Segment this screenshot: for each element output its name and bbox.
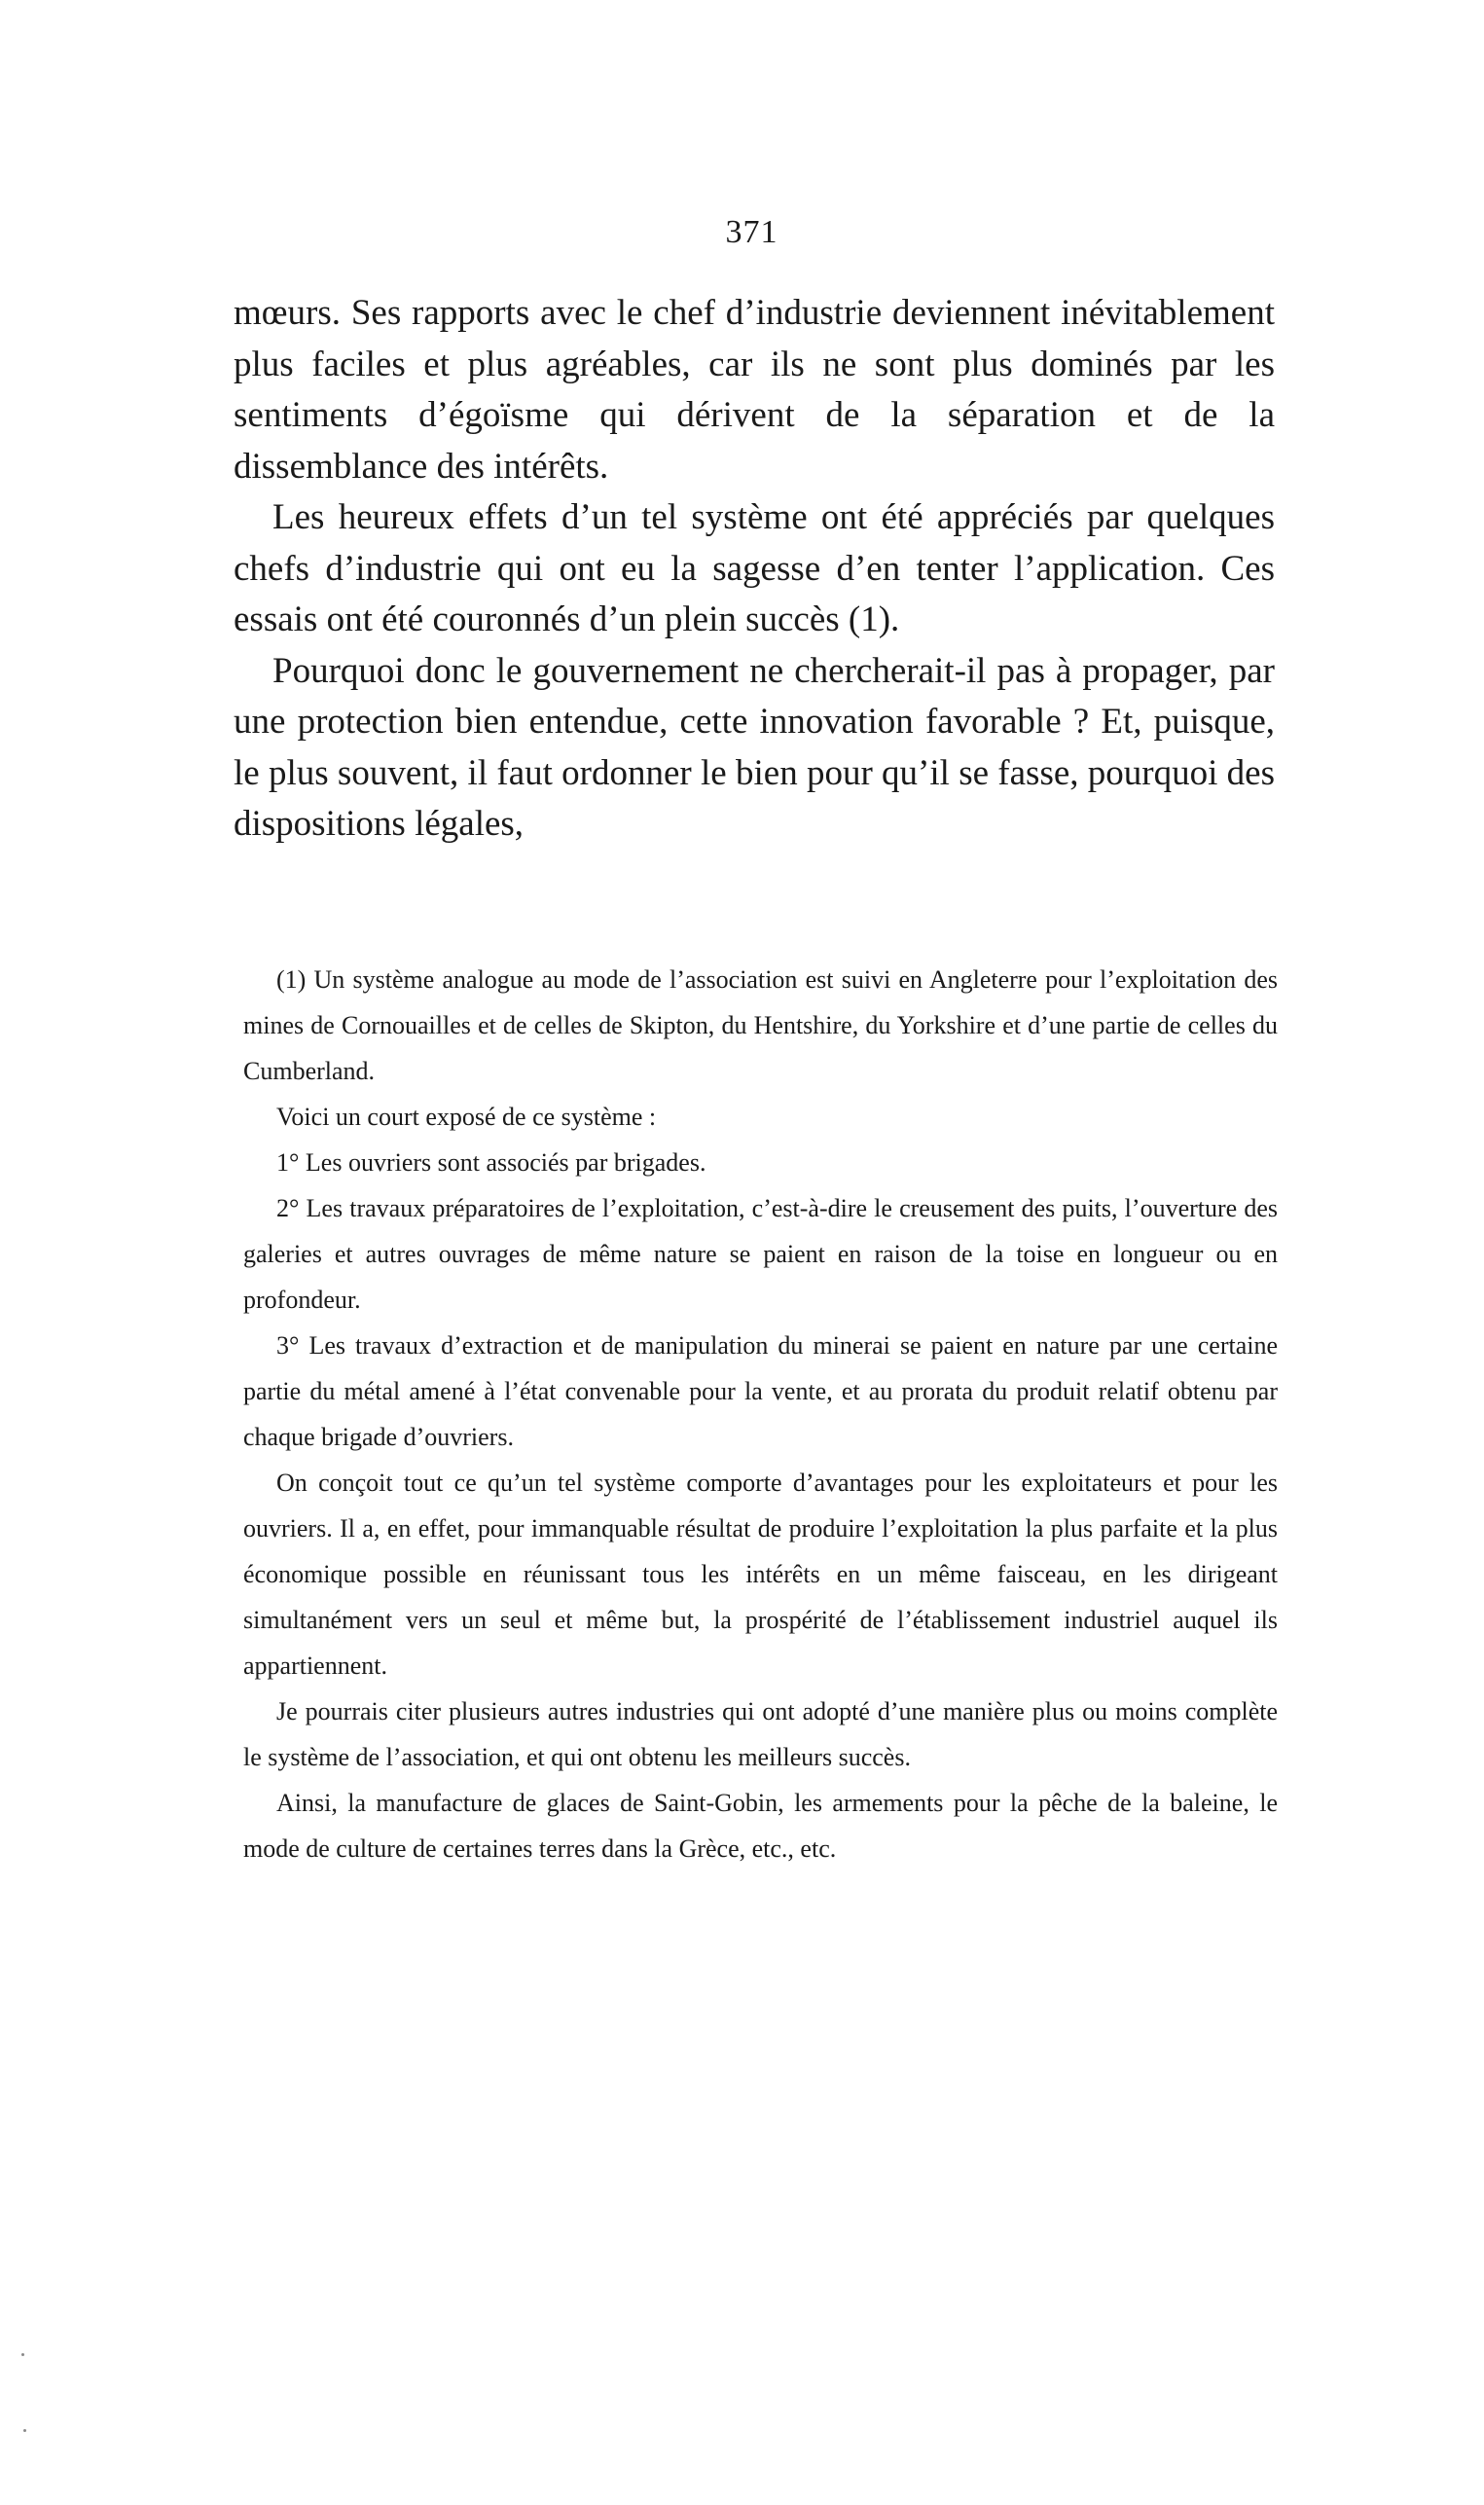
footnote-paragraph: Je pourrais citer plusieurs autres industries qui ont adopté d’une manière plus ou moins complète le système de l’association, et qui ont obtenu les meilleurs succès.	[243, 1697, 1278, 1771]
page-number: 371	[725, 214, 778, 250]
body-paragraph: Les heureux effets d’un tel système ont été appréciés par quelques chefs d’industrie qui ont eu la sagesse d’en tenter l’application. Ces essais ont été couronnés d’un plein succès (1).	[234, 497, 1275, 639]
footnote-paragraph: 2° Les travaux préparatoires de l’exploitation, c’est-à-dire le creusement des puits, l’ouverture des galeries et autres ouvrages de même nature se paient en raison de la toise en longueur ou en profondeur.	[243, 1194, 1278, 1314]
body-paragraph: mœurs. Ses rapports avec le chef d’industrie deviennent inévitablement plus faciles et plus agréables, car ils ne sont plus dominés par les sentiments d’égoïsme qui dérivent de la séparation et de la dissemblance des intérêts.	[234, 293, 1275, 487]
footnote-paragraph: (1) Un système analogue au mode de l’association est suivi en Angleterre pour l’exploitation des mines de Cornouailles et de celles de Skipton, du Hentshire, du Yorkshire et d’une partie de celles du Cumberland.	[243, 965, 1278, 1085]
footnote-paragraph: On conçoit tout ce qu’un tel système comporte d’avantages pour les exploitateurs et pour les ouvriers. Il a, en effet, pour immanquable résultat de produire l’exploitation la plus parfaite et la plus économique possible en réunissant tous les intérêts en un même faisceau, en les dirigeant simultanément vers un seul et même but, la prospérité de l’établissement industriel auquel ils appartiennent.	[243, 1469, 1278, 1680]
paper-speck	[23, 2429, 26, 2432]
footnote-paragraph: Voici un court exposé de ce système :	[276, 1103, 657, 1131]
paper-speck	[21, 2353, 24, 2356]
main-text	[234, 288, 1275, 851]
footnote-paragraph: Ainsi, la manufacture de glaces de Saint-Gobin, les armements pour la pêche de la baleine, le mode de culture de certaines terres dans la Grèce, etc., etc.	[243, 1789, 1278, 1863]
footnote-block	[243, 957, 1278, 1871]
body-paragraph: Pourquoi donc le gouvernement ne chercherait-il pas à propager, par une protection bien entendue, cette innovation favorable ? Et, puisque, le plus souvent, il faut ordonner le bien pour qu’il se fasse, pourquoi des dispositions légales,	[234, 650, 1275, 844]
footnote-paragraph: 3° Les travaux d’extraction et de manipulation du minerai se paient en nature par une certaine partie du métal amené à l’état convenable pour la vente, et au prorata du produit relatif obtenu par chaque brigade d’ouvriers.	[243, 1331, 1278, 1451]
footnote-paragraph: 1° Les ouvriers sont associés par brigades.	[276, 1148, 706, 1177]
